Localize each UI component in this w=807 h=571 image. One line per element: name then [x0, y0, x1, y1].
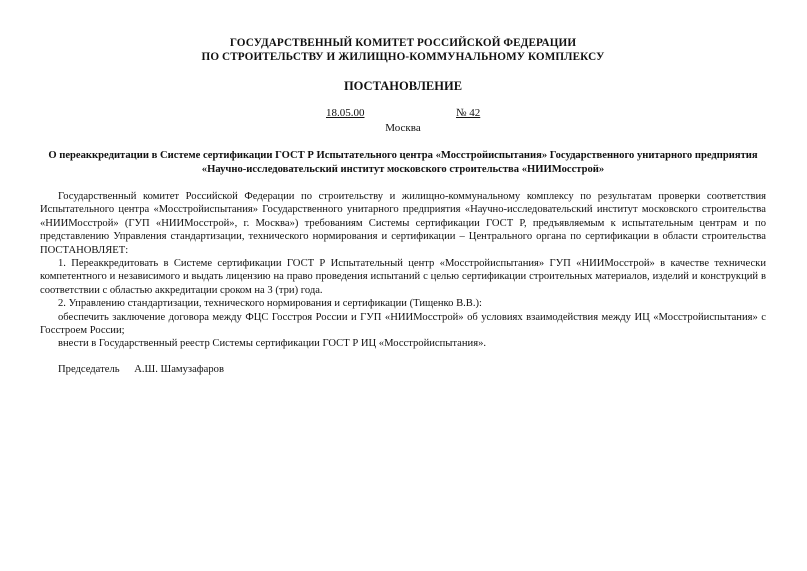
document-city: Москва	[385, 122, 421, 134]
signature-block	[40, 363, 766, 377]
signature-name: А.Ш. Шамузафаров	[134, 363, 224, 375]
document-number: № 42	[456, 107, 481, 119]
document-type: ПОСТАНОВЛЕНИЕ	[343, 79, 463, 93]
document-page	[40, 36, 766, 377]
paragraph-item-2-sub-1: обеспечить заключение договора между ФЦС Госстроя России и ГУП «НИИМосстрой» об условиях взаимодействия между ИЦ «Мосстройиспытания» с Госстроем России;	[40, 311, 766, 337]
org-line-1: ГОСУДАРСТВЕННЫЙ КОМИТЕТ РОССИЙСКОЙ ФЕДЕРАЦИИ	[229, 37, 577, 49]
paragraph-item-1: 1. Переаккредитовать в Системе сертификации ГОСТ Р Испытательный центр «Мосстройиспытания» ГУП «НИИМосстрой» в качестве технически компетентного и независимого и выдать лицензию на право проведения испытаний с целью сертификации строительных материалов, изделий и конструкций в соответствии с областью аккредитации сроком на 3 (три) года.	[40, 258, 766, 296]
document-meta	[40, 107, 766, 121]
paragraph-item-2-sub-2: внести в Государственный реестр Системы сертификации ГОСТ Р ИЦ «Мосстройиспытания».	[58, 338, 487, 350]
document-title: О переаккредитации в Системе сертификации ГОСТ Р Испытательного центра «Мосстройиспытания» Государственного унитарного предприятия «Научно-исследовательский институт московского строительства «НИИМосстрой»	[48, 150, 758, 175]
signature-position: Председатель	[58, 363, 120, 375]
document-date: 18.05.00	[326, 107, 365, 119]
document-body	[40, 190, 766, 351]
paragraph-item-2: 2. Управлению стандартизации, технического нормирования и сертификации (Тищенко В.В.):	[58, 298, 482, 310]
issuing-organization	[40, 36, 766, 64]
paragraph-preamble: Государственный комитет Российской Федерации по строительству и жилищно-коммунальному комплексу по результатам проверки соответствия Испытательного центра «Мосстройиспытания» Государственного унитарного предприятия «Научно-исследовательский институт московского строительства «НИИМосстрой» (ГУП «НИИМосстрой», г. Москва») требованиям Системы сертификации ГОСТ Р, предъявляемым к испытательным центрам и по представлению Управления стандартизации, технического нормирования и сертификации – Центрального органа по сертификации в области строительства ПОСТАНОВЛЯЕТ:	[40, 191, 766, 256]
org-line-2: ПО СТРОИТЕЛЬСТВУ И ЖИЛИЩНО-КОММУНАЛЬНОМУ КОМПЛЕКСУ	[201, 51, 605, 63]
